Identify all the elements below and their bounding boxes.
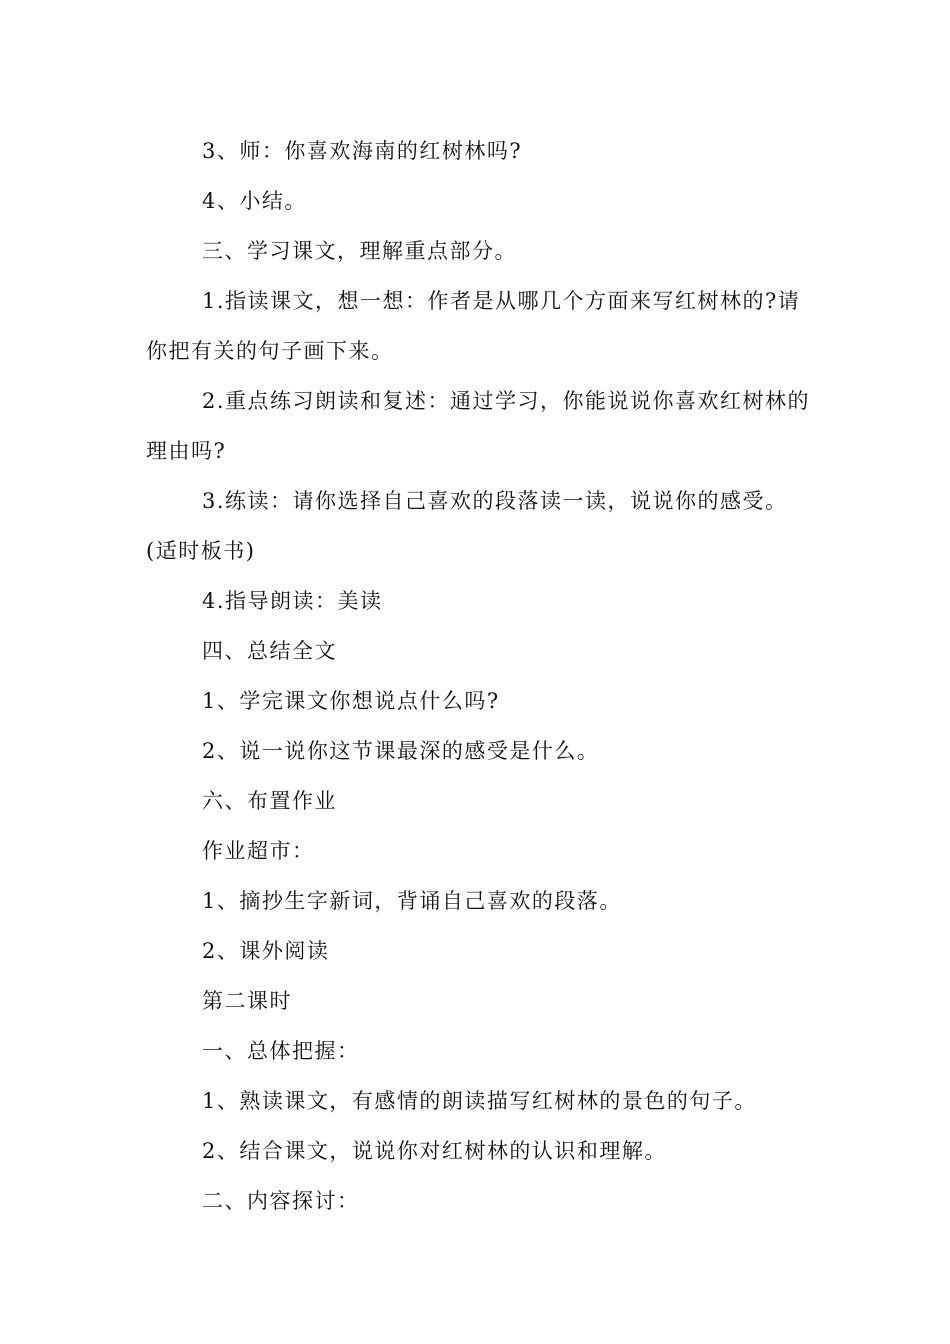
- text-line: 2.重点练习朗读和复述：通过学习，你能说说你喜欢红树林的: [202, 389, 811, 413]
- text-line: 3.练读：请你选择自己喜欢的段落读一读，说说你的感受。: [202, 489, 788, 513]
- section-heading: 二、内容探讨：: [202, 1189, 360, 1213]
- text-line: 4.指导朗读：美读: [202, 589, 383, 613]
- text-line: (适时板书): [146, 539, 256, 563]
- text-line: 1.指读课文，想一想：作者是从哪几个方面来写红树林的?请: [202, 289, 801, 313]
- text-line: 你把有关的句子画下来。: [146, 339, 394, 363]
- section-heading: 一、总体把握：: [202, 1039, 360, 1063]
- text-line: 作业超市：: [202, 839, 315, 863]
- text-line: 1、摘抄生字新词，背诵自己喜欢的段落。: [202, 889, 622, 913]
- text-line: 2、结合课文，说说你对红树林的认识和理解。: [202, 1139, 667, 1163]
- section-heading: 四、总结全文: [202, 639, 337, 663]
- text-line: 4、小结。: [202, 189, 307, 213]
- section-heading: 三、学习课文，理解重点部分。: [202, 239, 517, 263]
- text-line: 2、说一说你这节课最深的感受是什么。: [202, 739, 600, 763]
- text-line: 理由吗?: [146, 439, 227, 463]
- text-line: 1、学完课文你想说点什么吗?: [202, 689, 500, 713]
- section-heading: 第二课时: [202, 989, 292, 1013]
- text-line: 3、师：你喜欢海南的红树林吗?: [202, 139, 523, 163]
- text-line: 1、熟读课文，有感情的朗读描写红树林的景色的句子。: [202, 1089, 757, 1113]
- section-heading: 六、布置作业: [202, 789, 337, 813]
- text-line: 2、课外阅读: [202, 939, 330, 963]
